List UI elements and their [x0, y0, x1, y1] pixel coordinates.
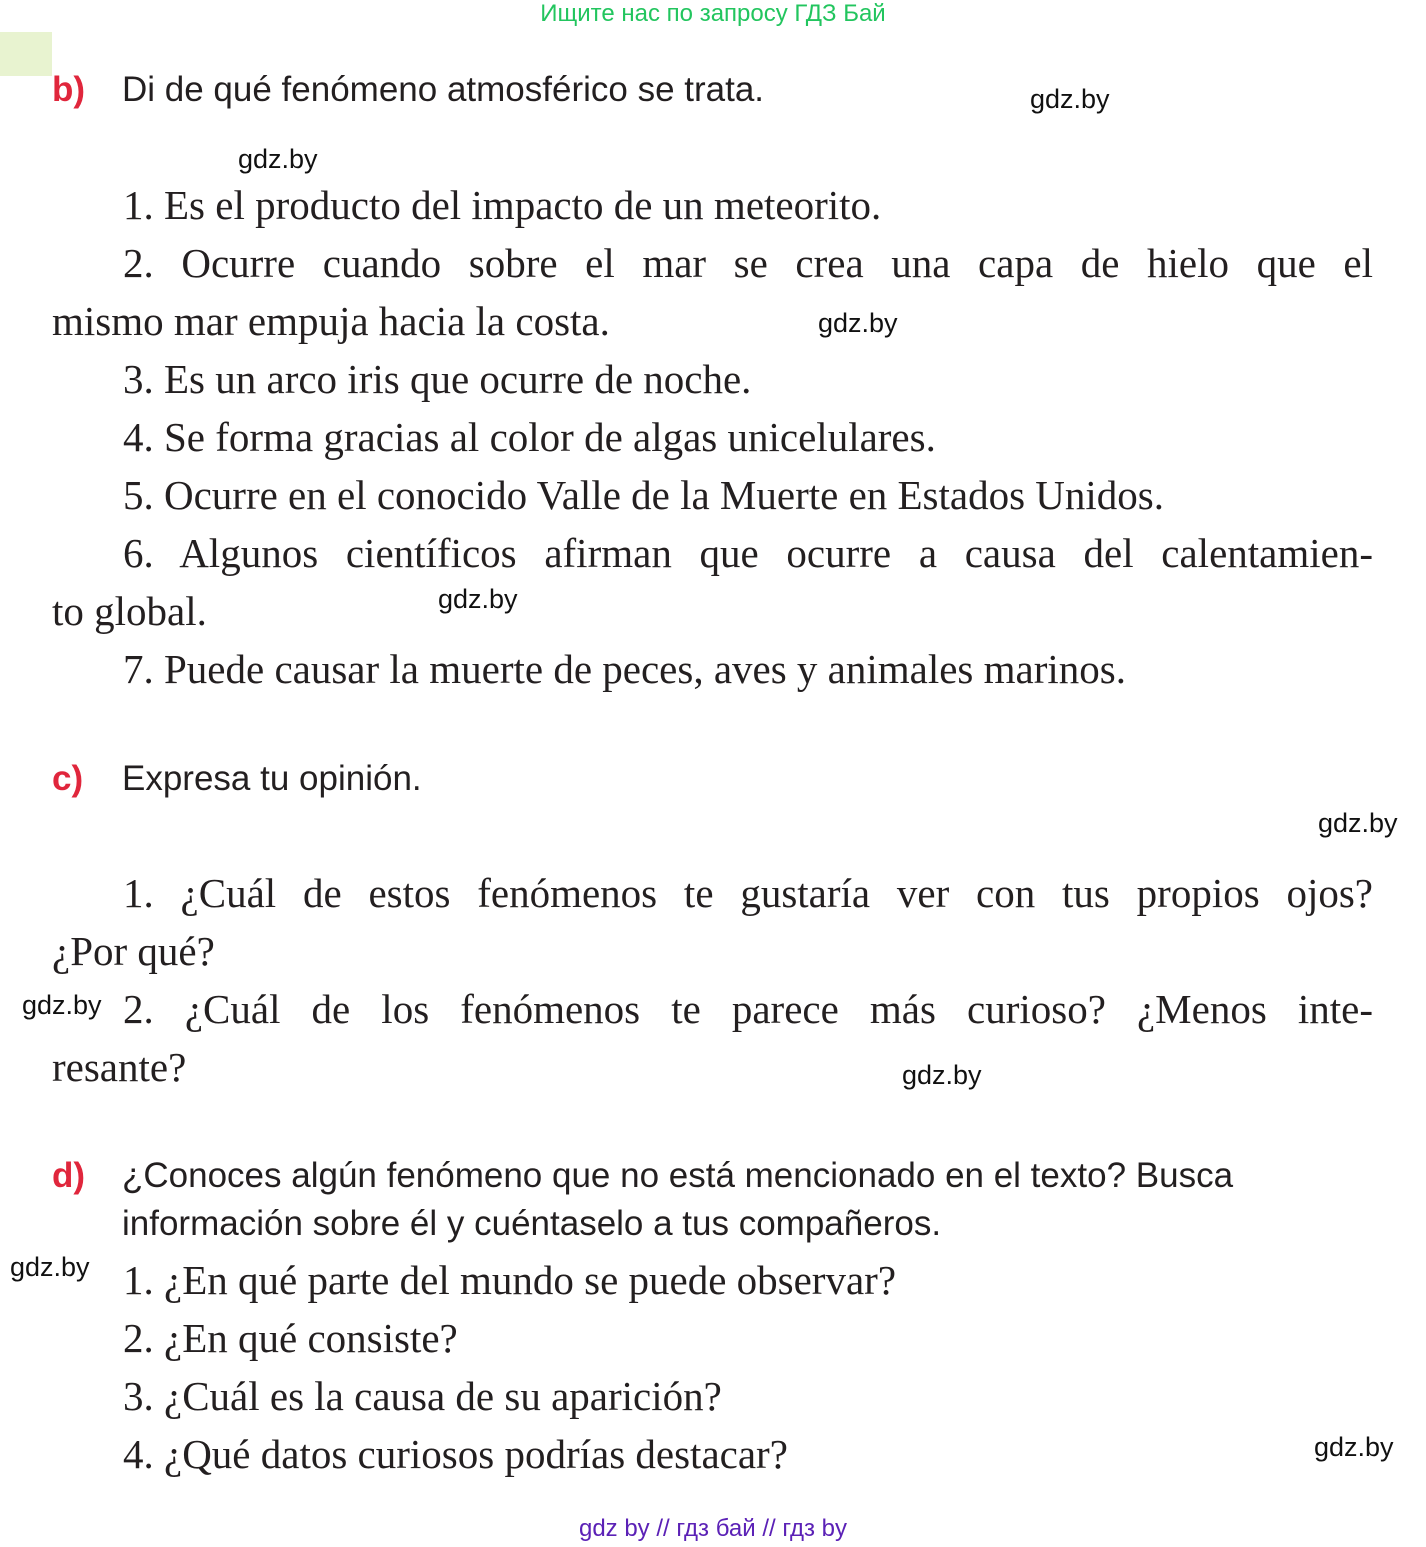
section-b-heading: Di de qué fenómeno atmosférico se trata.	[122, 70, 765, 109]
watermark: gdz.by	[818, 308, 898, 338]
section-d-letter: d)	[52, 1156, 86, 1195]
c-line-1: 1. ¿Cuál de estos fenómenos te gustaría ver con tus propios ojos?	[123, 870, 1373, 916]
c-line-2: 2. ¿Cuál de los fenómenos te parece más curioso? ¿Menos inte-	[123, 986, 1373, 1032]
watermark: gdz.by	[238, 144, 318, 174]
watermark: gdz.by	[1314, 1432, 1394, 1462]
d-line-1: 1. ¿En qué parte del mundo se puede observar?	[123, 1257, 897, 1303]
watermark: gdz.by	[10, 1252, 90, 1282]
b-line-2: 2. Ocurre cuando sobre el mar se crea una capa de hielo que el	[123, 240, 1373, 286]
section-c-heading: Expresa tu opinión.	[122, 759, 422, 798]
b-line-1: 1. Es el producto del impacto de un meteorito.	[123, 182, 882, 228]
d-line-2: 2. ¿En qué consiste?	[123, 1315, 458, 1361]
b-line-3: 3. Es un arco iris que ocurre de noche.	[123, 356, 752, 402]
corner-tab	[0, 32, 52, 76]
d-line-4: 4. ¿Qué datos curiosos podrías destacar?	[123, 1431, 788, 1477]
watermark: gdz.by	[1318, 808, 1398, 838]
section-d-heading-1: ¿Conoces algún fenómeno que no está mencionado en el texto? Busca	[122, 1156, 1234, 1195]
watermark: gdz.by	[22, 990, 102, 1020]
section-d-heading-2: información sobre él y cuéntaselo a tus compañeros.	[122, 1204, 942, 1243]
watermark: gdz.by	[1030, 84, 1110, 114]
c-line-2-cont: resante?	[52, 1044, 187, 1090]
b-line-6: 6. Algunos científicos afirman que ocurre a causa del calentamien-	[123, 530, 1373, 576]
section-b-letter: b)	[52, 70, 86, 109]
b-line-4: 4. Se forma gracias al color de algas unicelulares.	[123, 414, 936, 460]
section-c-letter: c)	[52, 759, 84, 798]
top-banner: Ищите нас по запросу ГДЗ Бай	[540, 0, 886, 27]
b-line-6-cont: to global.	[52, 588, 207, 634]
b-line-2-cont: mismo mar empuja hacia la costa.	[52, 298, 610, 344]
d-line-3: 3. ¿Cuál es la causa de su aparición?	[123, 1373, 722, 1419]
watermark: gdz.by	[902, 1060, 982, 1090]
b-line-5: 5. Ocurre en el conocido Valle de la Muerte en Estados Unidos.	[123, 472, 1165, 518]
b-line-7: 7. Puede causar la muerte de peces, aves y animales marinos.	[123, 646, 1126, 692]
c-line-1-cont: ¿Por qué?	[52, 928, 215, 974]
watermark: gdz.by	[438, 584, 518, 614]
footer: gdz by // гдз бай // гдз by	[578, 1515, 848, 1542]
